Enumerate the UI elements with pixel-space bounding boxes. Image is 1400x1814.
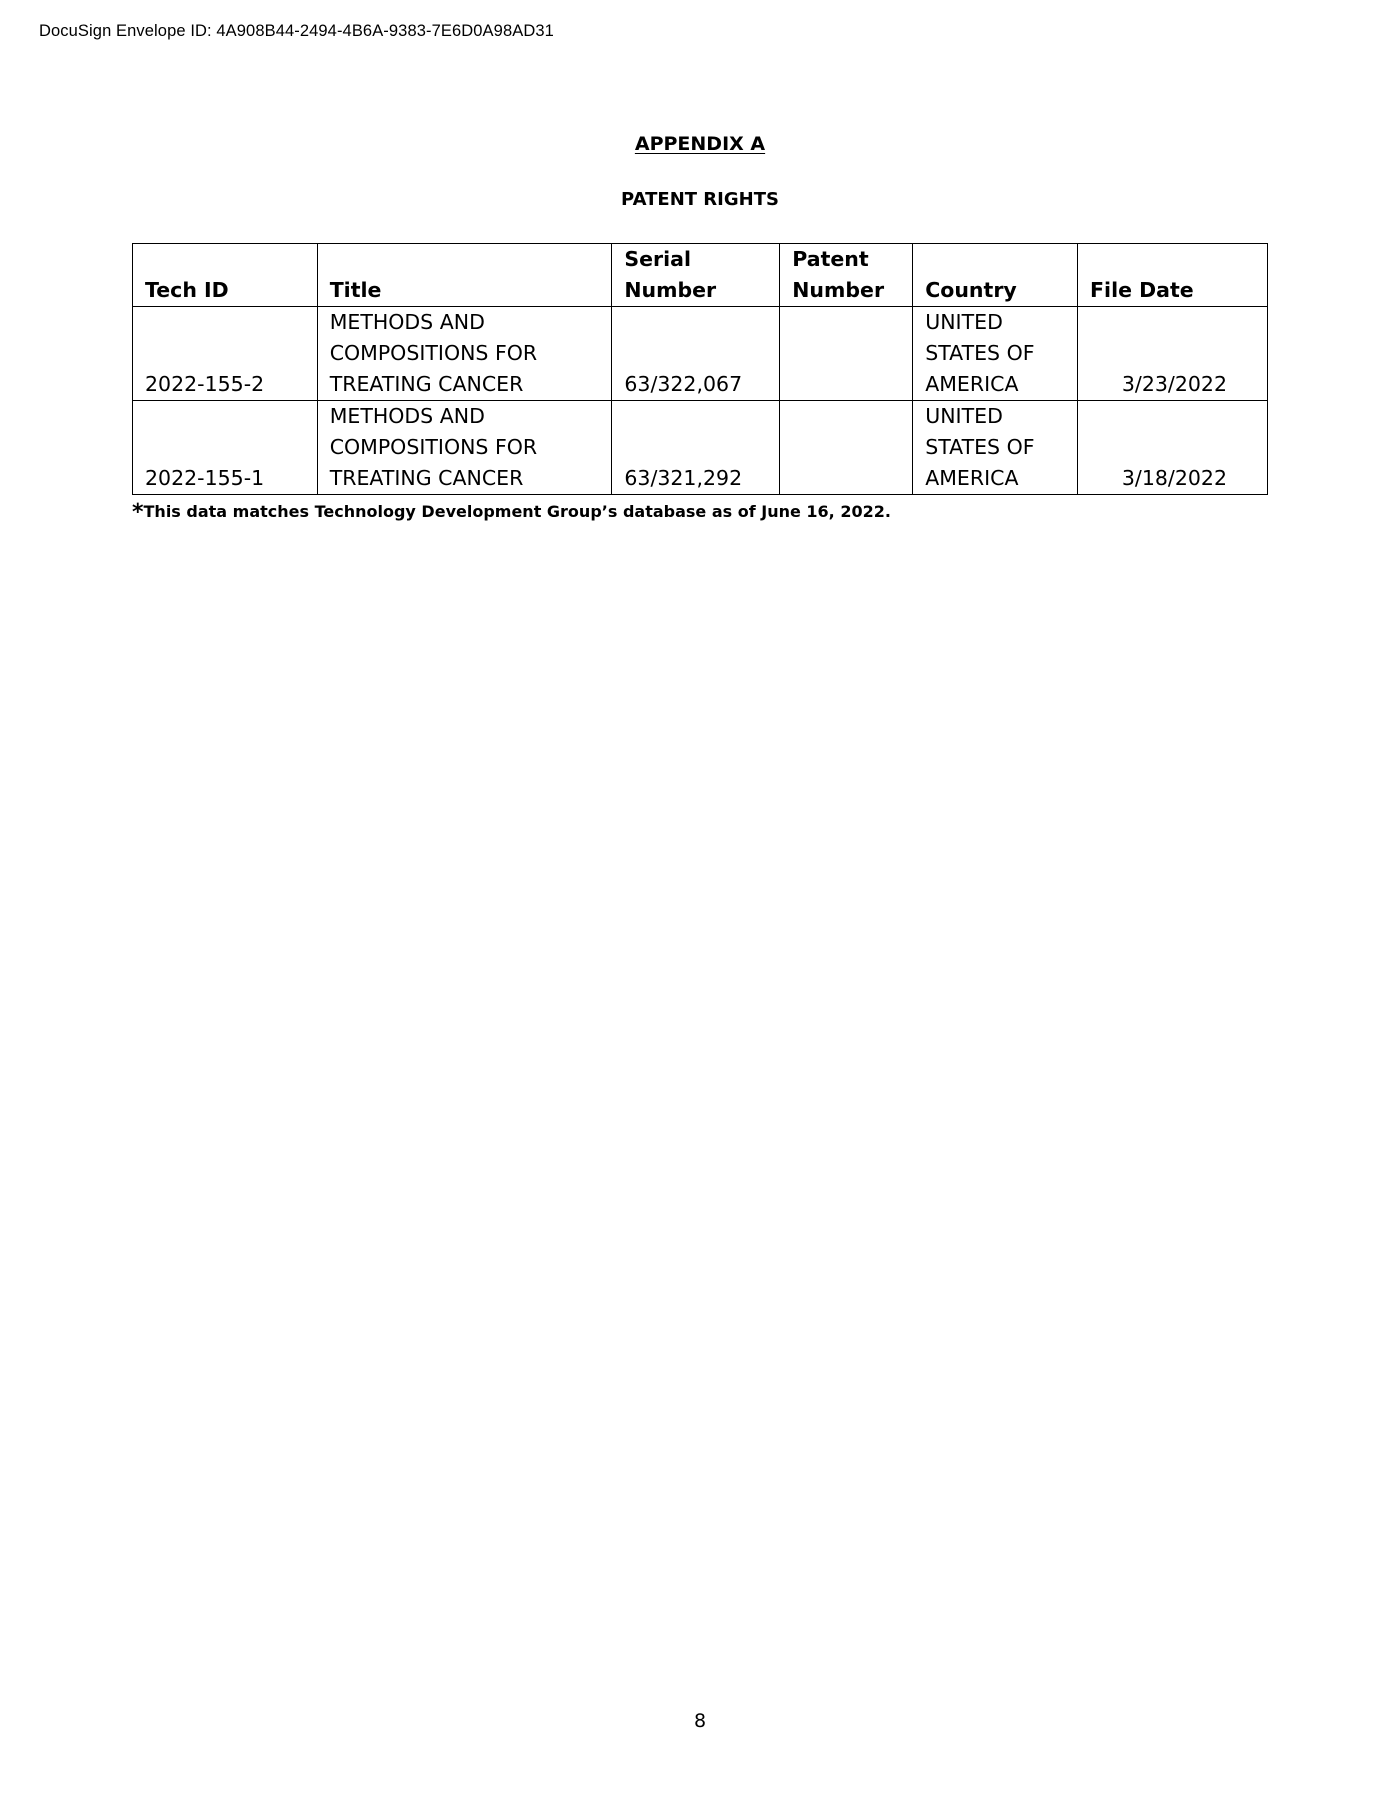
header-title: Title	[317, 244, 612, 307]
cell-file-date: 3/18/2022	[1078, 401, 1268, 495]
cell-tech-id: 2022-155-2	[133, 307, 318, 401]
cell-title-line2: COMPOSITIONS FOR	[329, 341, 538, 365]
header-patent-line2: Number	[792, 278, 885, 302]
header-patent-number	[780, 244, 913, 307]
cell-country	[913, 401, 1078, 495]
cell-country-line1: UNITED	[925, 310, 1003, 334]
cell-title-line2: COMPOSITIONS FOR	[329, 435, 538, 459]
table-row	[133, 307, 1268, 401]
cell-serial-number: 63/322,067	[612, 307, 780, 401]
footnote-asterisk: *	[132, 500, 144, 525]
cell-title	[317, 307, 612, 401]
cell-file-date: 3/23/2022	[1078, 307, 1268, 401]
header-tech-id: Tech ID	[133, 244, 318, 307]
cell-title-line1: METHODS AND	[329, 310, 485, 334]
header-serial-number	[612, 244, 780, 307]
header-serial-line1: Serial	[624, 247, 692, 271]
cell-country	[913, 307, 1078, 401]
cell-title-line1: METHODS AND	[329, 404, 485, 428]
cell-tech-id: 2022-155-1	[133, 401, 318, 495]
page-number: 8	[693, 1710, 707, 1732]
header-serial-line2: Number	[624, 278, 717, 302]
footnote-text: This data matches Technology Development Group’s database as of June 16, 2022.	[143, 502, 891, 521]
header-patent-line1: Patent	[792, 247, 869, 271]
table-footnote	[132, 498, 891, 523]
cell-patent-number	[780, 401, 913, 495]
patent-rights-table	[132, 243, 1268, 495]
appendix-title-text: APPENDIX A	[634, 133, 766, 155]
cell-country-line2: STATES OF	[925, 435, 1035, 459]
appendix-title	[0, 133, 1400, 155]
cell-serial-number: 63/321,292	[612, 401, 780, 495]
cell-title-line3: TREATING CANCER	[329, 372, 524, 396]
cell-country-line3: AMERICA	[925, 372, 1019, 396]
cell-title	[317, 401, 612, 495]
section-title: PATENT RIGHTS	[621, 189, 779, 210]
cell-patent-number	[780, 307, 913, 401]
cell-country-line3: AMERICA	[925, 466, 1019, 490]
table-row	[133, 401, 1268, 495]
table-header-row	[133, 244, 1268, 307]
cell-title-line3: TREATING CANCER	[329, 466, 524, 490]
cell-country-line2: STATES OF	[925, 341, 1035, 365]
header-file-date: File Date	[1078, 244, 1268, 307]
cell-country-line1: UNITED	[925, 404, 1003, 428]
docusign-envelope-id: DocuSign Envelope ID: 4A908B44-2494-4B6A-9383-7E6D0A98AD31	[39, 22, 554, 40]
header-country: Country	[913, 244, 1078, 307]
